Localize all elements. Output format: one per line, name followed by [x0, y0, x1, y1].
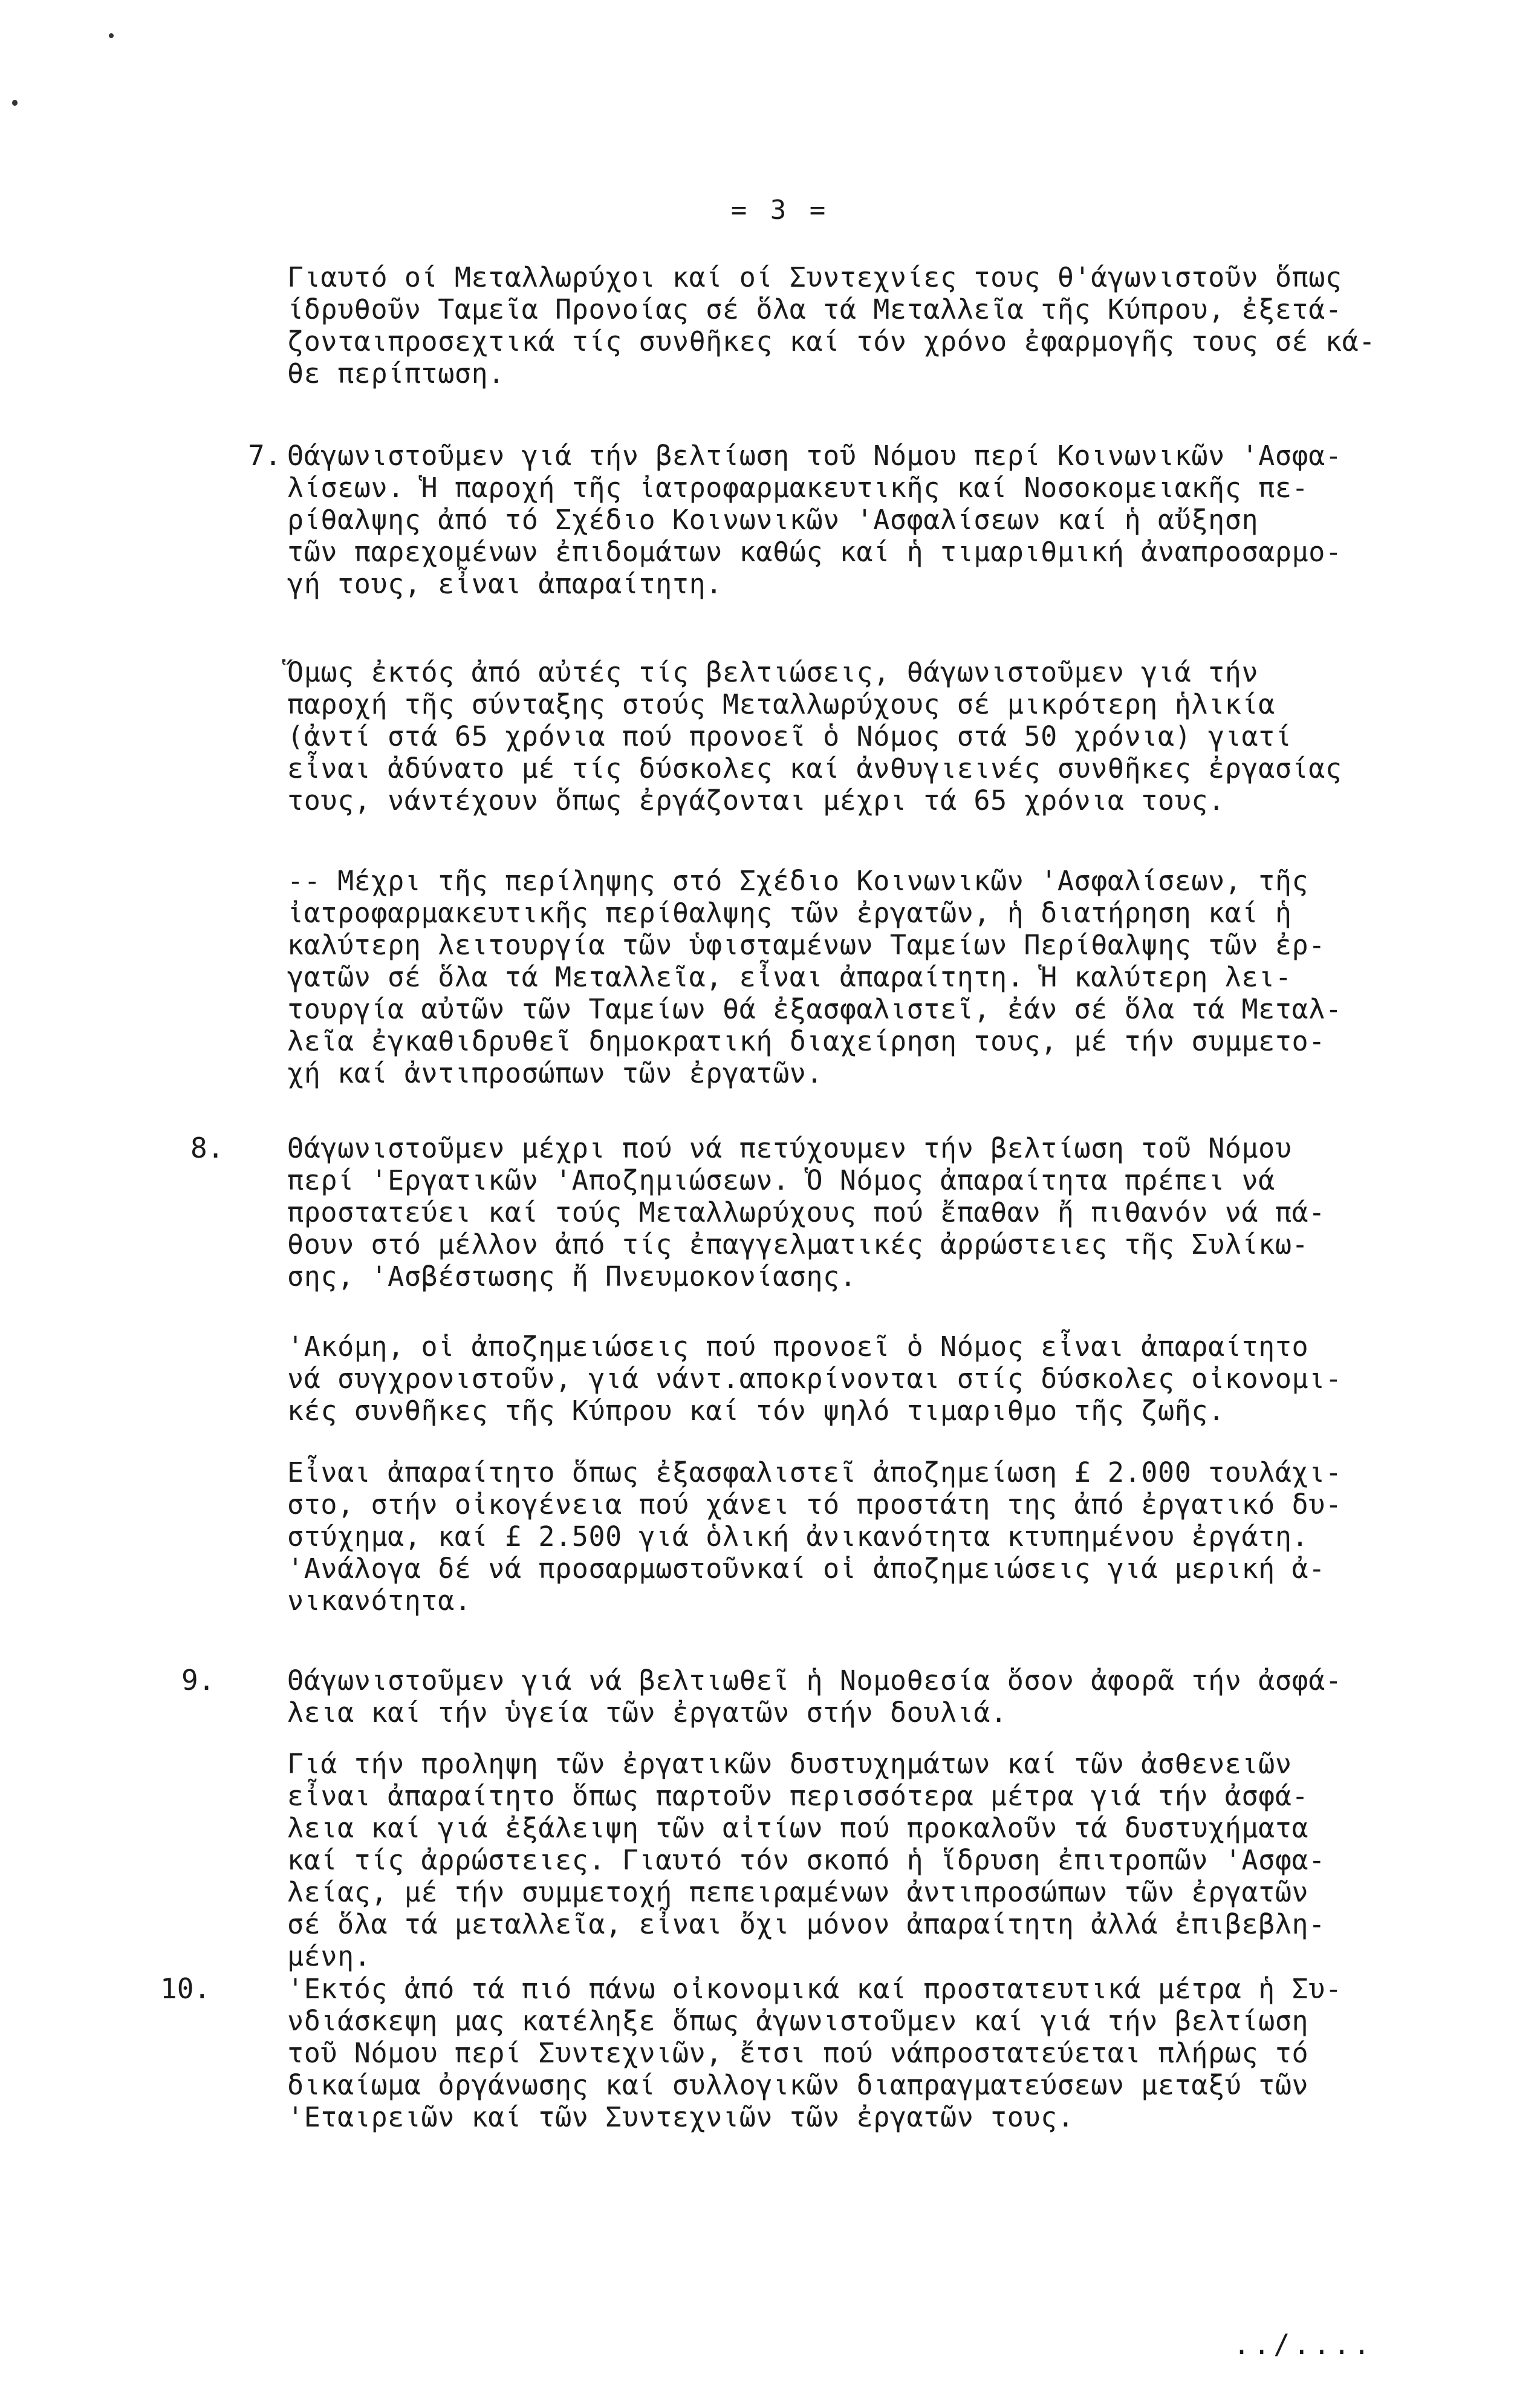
text-line: νδιάσκεψη μας κατέληξε ὅπως ἀγωνιστοῦμεν καί γιά τήν βελτίωση	[287, 2005, 1309, 2037]
text-line: Θάγωνιστοῦμεν γιά νά βελτιωθεῖ ἡ Νομοθεσία ὅσον ἀφορᾶ τήν ἀσφά-	[287, 1664, 1342, 1696]
scan-speck	[12, 100, 18, 106]
text-line: νά συγχρονιστοῦν, γιά νάντ.αποκρίνονται στίς δύσκολες οἰκονομι-	[287, 1363, 1342, 1395]
section-8-paragraph-2	[287, 1331, 1472, 1427]
text-line: καλύτερη λειτουργία τῶν ὑφισταμένων Ταμείων Περίθαλψης τῶν ἐρ-	[287, 929, 1325, 961]
text-line: γατῶν σέ ὅλα τά Μεταλλεῖα, εἶναι ἀπαραίτητη. Ἡ καλύτερη λει-	[287, 961, 1292, 993]
text-line: 'Εταιρειῶν καί τῶν Συντεχνιῶν τῶν ἐργατῶν τους.	[287, 2101, 1074, 2133]
text-line: θε περίπτωση.	[287, 357, 505, 389]
text-line: ζονταιπροσεχτικά τίς συνθῆκες καί τόν χρόνο ἐφαρμογῆς τους σέ κά-	[287, 325, 1376, 357]
text-line: τους, νάντέχουν ὅπως ἐργάζονται μέχρι τά 65 χρόνια τους.	[287, 784, 1225, 816]
scan-speck	[109, 33, 114, 38]
section-number-7: 7.	[248, 439, 282, 472]
text-line: στύχημα, καί £ 2.500 γιά ὁλική ἀνικανότητα κτυπημένου ἐργάτη.	[287, 1520, 1309, 1553]
text-line: περί 'Εργατικῶν 'Αποζημιώσεων. Ὁ Νόμος ἀπαραίτητα πρέπει νά	[287, 1164, 1275, 1196]
text-line: δικαίωμα ὀργάνωσης καί συλλογικῶν διαπραγματεύσεων μεταξύ τῶν	[287, 2069, 1309, 2101]
section-8-paragraph-1	[287, 1132, 1472, 1292]
text-line: λίσεων. Ἡ παροχή τῆς ἰατροφαρμακευτικῆς καί Νοσοκομειακῆς πε-	[287, 472, 1309, 504]
text-line: ἰατροφαρμακευτικῆς περίθαλψης τῶν ἐργατῶν, ἡ διατήρηση καί ἡ	[287, 897, 1292, 929]
text-line: παροχή τῆς σύνταξης στούς Μεταλλωρύχους σέ μικρότερη ἡλικία	[287, 688, 1275, 720]
text-line: Γιά τήν προληψη τῶν ἐργατικῶν δυστυχημάτων καί τῶν ἀσθενειῶν	[287, 1748, 1292, 1780]
section-9-paragraph-1	[287, 1664, 1472, 1729]
text-line: θουν στό μέλλον ἀπό τίς ἐπαγγελματικές ἀρρώστειες τῆς Συλίκω-	[287, 1228, 1309, 1260]
continuation-mark: ../....	[1233, 2329, 1374, 2361]
text-line: εἶναι ἀδύνατο μέ τίς δύσκολες καί ἀνθυγιεινές συνθῆκες ἐργασίας	[287, 752, 1342, 784]
text-line: μένη.	[287, 1940, 371, 1972]
text-line: καί τίς ἀρρώστειες. Γιαυτό τόν σκοπό ἡ ἵδρυση ἐπιτροπῶν 'Ασφα-	[287, 1844, 1325, 1876]
text-line: 'Εκτός ἀπό τά πιό πάνω οἰκονομικά καί προστατευτικά μέτρα ἡ Συ-	[287, 1973, 1342, 2005]
section-10-paragraph-1	[287, 1973, 1472, 2133]
section-7-paragraph-2	[287, 656, 1472, 816]
text-line: λείας, μέ τήν συμμετοχή πεπειραμένων ἀντιπροσώπων τῶν ἐργατῶν	[287, 1876, 1309, 1908]
text-line: ίδρυθοῦν Ταμεῖα Προνοίας σέ ὅλα τά Μεταλλεῖα τῆς Κύπρου, ἐξετά-	[287, 293, 1342, 325]
text-line: λεια καί τήν ὑγεία τῶν ἐργατῶν στήν δουλιά.	[287, 1696, 1007, 1729]
text-line: προστατεύει καί τούς Μεταλλωρύχους πού ἔπαθαν ἤ πιθανόν νά πά-	[287, 1196, 1325, 1228]
text-line: Γιαυτό οί Μεταλλωρύχοι καί οί Συντεχνίες τους θ'άγωνιστοῦν ὅπως	[287, 261, 1342, 293]
text-line: νικανότητα.	[287, 1585, 472, 1617]
text-line: στο, στήν οἰκογένεια πού χάνει τό προστάτη της ἀπό ἐργατικό δυ-	[287, 1488, 1342, 1520]
text-line: τοῦ Νόμου περί Συντεχνιῶν, ἔτσι πού νάπροστατεύεται πλήρως τό	[287, 2037, 1309, 2069]
section-7-paragraph-1	[287, 440, 1472, 600]
text-line: -- Μέχρι τῆς περίληψης στό Σχέδιο Κοινωνικῶν 'Ασφαλίσεων, τῆς	[287, 865, 1309, 897]
section-9-paragraph-2	[287, 1748, 1472, 1972]
section-number-10: 10.	[160, 1972, 211, 2005]
section-7-paragraph-3	[287, 865, 1472, 1089]
text-line: Ὅμως ἐκτός ἀπό αὐτές τίς βελτιώσεις, θάγωνιστοῦμεν γιά τήν	[287, 656, 1259, 688]
text-line: χή καί ἀντιπροσώπων τῶν ἐργατῶν.	[287, 1057, 824, 1089]
page-number: = 3 =	[730, 195, 830, 226]
text-line: 'Ακόμη, οἱ ἀποζημειώσεις πού προνοεῖ ὁ Νόμος εἶναι ἀπαραίτητο	[287, 1331, 1309, 1363]
section-8-paragraph-3	[287, 1456, 1472, 1617]
section-number-9: 9.	[181, 1664, 215, 1696]
text-line: εἶναι ἀπαραίτητο ὅπως παρτοῦν περισσότερα μέτρα γιά τήν ἀσφά-	[287, 1780, 1309, 1812]
text-line: λεια καί γιά ἐξάλειψη τῶν αἰτίων πού προκαλοῦν τά δυστυχήματα	[287, 1812, 1309, 1844]
text-line: λεῖα ἐγκαθιδρυθεῖ δημοκρατική διαχείρηση τους, μέ τήν συμμετο-	[287, 1025, 1325, 1057]
text-line: (ἀντί στά 65 χρόνια πού προνοεῖ ὁ Νόμος στά 50 χρόνια) γιατί	[287, 720, 1292, 752]
text-line: Θάγωνιστοῦμεν γιά τήν βελτίωση τοῦ Νόμου περί Κοινωνικῶν 'Ασφα-	[287, 440, 1342, 472]
text-line: τῶν παρεχομένων ἐπιδομάτων καθώς καί ἡ τιμαριθμική ἀναπροσαρμο-	[287, 536, 1342, 568]
text-line: σης, 'Ασβέστωσης ἤ Πνευμοκονίασης.	[287, 1260, 857, 1292]
text-line: Θάγωνιστοῦμεν μέχρι πού νά πετύχουμεν τήν βελτίωση τοῦ Νόμου	[287, 1132, 1292, 1164]
text-line: σέ ὅλα τά μεταλλεῖα, εἶναι ὄχι μόνον ἀπαραίτητη ἀλλά ἐπιβεβλη-	[287, 1908, 1325, 1940]
text-line: γή τους, εἶναι ἀπαραίτητη.	[287, 568, 723, 600]
text-line: ρίθαλψης ἀπό τό Σχέδιο Κοινωνικῶν 'Ασφαλίσεων καί ἡ αὔξηση	[287, 504, 1259, 536]
text-line: Εἶναι ἀπαραίτητο ὅπως ἐξασφαλιστεῖ ἀποζημείωση £ 2.000 τουλάχι-	[287, 1456, 1342, 1488]
text-line: 'Ανάλογα δέ νά προσαρμωστοῦνκαί οἱ ἀποζημειώσεις γιά μερική ἀ-	[287, 1553, 1325, 1585]
intro-paragraph	[287, 261, 1472, 389]
section-number-8: 8.	[190, 1132, 224, 1164]
text-line: κές συνθῆκες τῆς Κύπρου καί τόν ψηλό τιμαριθμο τῆς ζωῆς.	[287, 1395, 1225, 1427]
text-line: τουργία αὐτῶν τῶν Ταμείων θά ἐξασφαλιστεῖ, ἐάν σέ ὅλα τά Μεταλ-	[287, 993, 1342, 1025]
